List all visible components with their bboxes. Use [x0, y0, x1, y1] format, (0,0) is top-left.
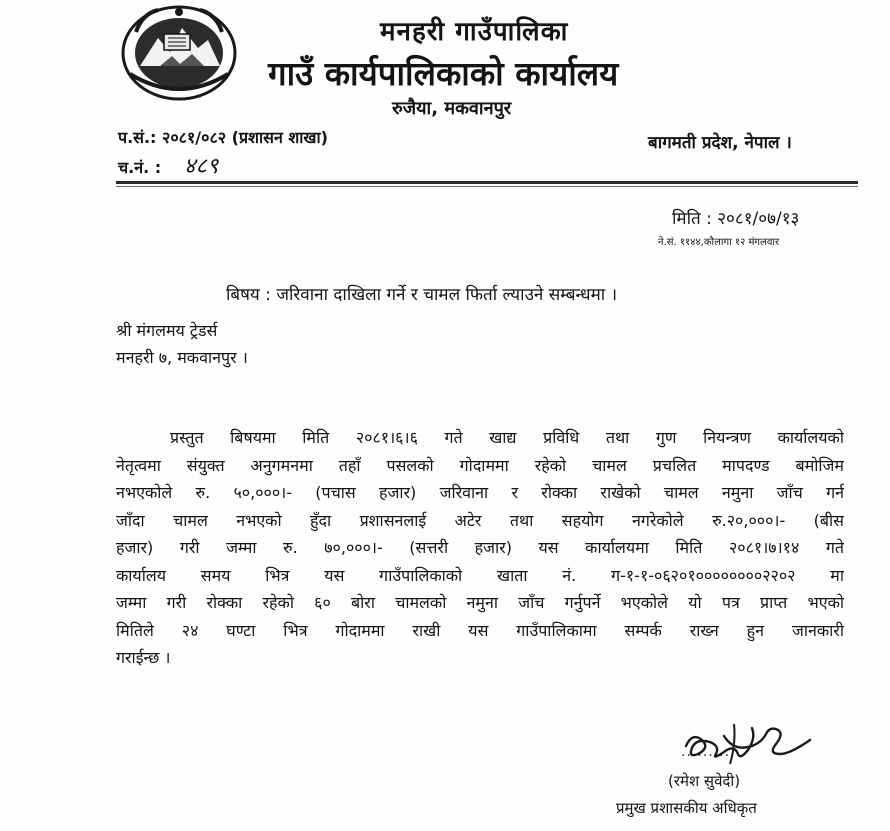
- body-line: प्रस्तुत बिषयमा मिति २०८१।६।६ गते खाद्य प्रविधि तथा गुण नियन्त्रण कार्यालयको: [170, 428, 844, 447]
- handwritten-signature: [664, 716, 814, 774]
- reference-number: प.सं.: २०८१/०८२ (प्रशासन शाखा): [118, 128, 328, 147]
- office-location: रुजैया, मकवानपुर: [392, 98, 512, 119]
- province-country: बागमती प्रदेश, नेपाल ।: [648, 133, 792, 153]
- nepal-sambat-date: ने.सं. ११४४,कौलागा १२ मंगलवार: [658, 237, 780, 248]
- municipality-name: मनहरी गाउँपालिका: [380, 17, 569, 47]
- letter-subject: बिषय : जरिवाना दाखिला गर्ने र चामल फिर्ता ल्याउने सम्बन्धमा ।: [226, 285, 618, 305]
- body-line: मितिले २४ घण्टा भित्र गोदाममा राखी यस गाउँपालिकामा सम्पर्क राख्न हुन जानकारी: [116, 620, 844, 640]
- dispatch-label: च.नं. :: [118, 158, 162, 177]
- letter-body: [116, 424, 844, 672]
- header-divider-thin: [116, 186, 858, 187]
- government-emblem-icon: [120, 4, 238, 102]
- recipient-address: मनहरी ७, मकवानपुर ।: [116, 348, 248, 367]
- body-line: नेतृत्वमा संयुक्त अनुगमनमा तहाँ पसलको गोदाममा रहेको चामल प्रचलित मापदण्ड बमोजिम: [116, 455, 844, 475]
- header-divider: [116, 181, 858, 184]
- body-line: जम्मा गरी रोक्का रहेको ६० बोरा चामलको नमुना जाँच गर्नुपर्ने भएकोले यो पत्र प्राप्त भएको: [116, 593, 844, 612]
- body-line: गराईन्छ ।: [116, 648, 171, 667]
- office-name: गाउँ कार्यपालिकाको कार्यालय: [268, 54, 619, 93]
- body-line: नभएकोले रु. ५०,०००।- (पचास हजार) जरिवाना र रोक्का राखेको चामल नमुना जाँच गर्न: [116, 483, 844, 502]
- body-line: हजार) गरी जम्मा रु. ७०,०००।- (सत्तरी हजार) यस कार्यालयमा मिति २०८१।७।१४ गते: [116, 538, 844, 557]
- signatory-name: (रमेश सुवेदी): [668, 772, 741, 790]
- recipient-name: श्री मंगलमय ट्रेडर्स: [116, 321, 218, 340]
- signatory-title: प्रमुख प्रशासकीय अधिकृत: [616, 799, 757, 817]
- letter-date: मिति : २०८१/०७/१३: [672, 209, 800, 229]
- dispatch-number: ४८९: [184, 154, 219, 179]
- signature-dots: ..........: [681, 744, 736, 760]
- body-line: कार्यालय समय भित्र यस गाउँपालिकाको खाता नं. ग-१-१-०६२०१००००००००२२०२ मा: [116, 565, 844, 585]
- body-line: जाँदा चामल नभएको हुँदा प्रशासनलाई अटेर तथा सहयोग नगरेकोले रु.२०,०००।- (बीस: [116, 510, 844, 530]
